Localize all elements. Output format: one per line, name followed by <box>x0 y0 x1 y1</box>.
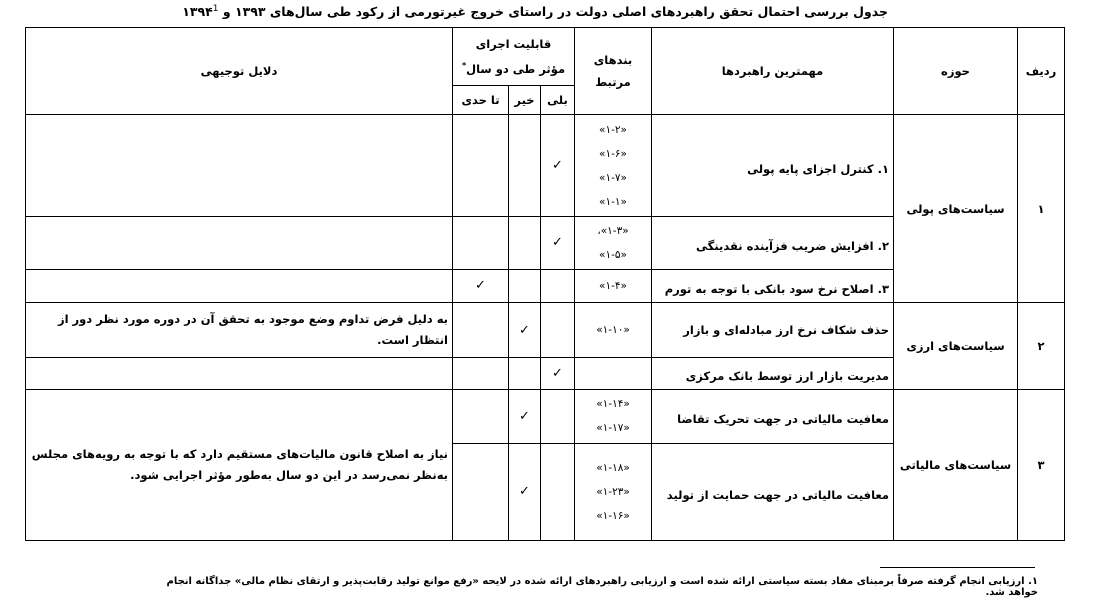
check-icon: ✓ <box>519 484 530 500</box>
partial-cell <box>453 303 509 358</box>
clause-item: «۱-۱۰» <box>596 324 630 337</box>
check-icon: ✓ <box>552 235 563 251</box>
footnote-divider <box>880 567 1035 568</box>
strategies-table <box>25 27 1065 541</box>
clause-item: «۱-۱» <box>599 195 627 208</box>
header-reasons: دلایل توجیهی <box>26 28 453 115</box>
area-monetary: سیاست‌های پولی <box>894 115 1018 303</box>
strategy-cell <box>652 115 894 216</box>
header-clauses <box>575 28 652 115</box>
yes-cell <box>541 216 575 269</box>
strategy-text: معافیت مالیاتی در جهت تحریک تقاضا <box>677 412 889 427</box>
strategy-cell <box>652 216 894 269</box>
clause-item: «۱-۳»، <box>597 224 629 237</box>
reason-cell <box>26 115 453 216</box>
feasibility-star-marker: * <box>461 61 467 71</box>
reason-cell <box>26 269 453 302</box>
reason-cell <box>26 216 453 269</box>
no-cell <box>509 303 541 358</box>
yes-cell <box>541 443 575 540</box>
clause-item: «۱-۶» <box>599 147 627 160</box>
clause-item: «۱-۲» <box>599 123 627 136</box>
header-row-number: ردیف <box>1018 28 1065 115</box>
check-icon: ✓ <box>552 158 563 174</box>
yes-cell <box>541 269 575 302</box>
clause-item: «۱-۴» <box>599 279 627 292</box>
header-strategies: مهمترین راهبردها <box>652 28 894 115</box>
partial-cell <box>453 443 509 540</box>
header-partial: تا حدی <box>453 86 509 115</box>
table-title <box>150 4 888 19</box>
table-row <box>26 303 1065 358</box>
partial-cell <box>453 358 509 390</box>
partial-cell <box>453 216 509 269</box>
area-tax: سیاست‌های مالیاتی <box>894 390 1018 541</box>
check-icon: ✓ <box>475 278 486 294</box>
strategy-cell: حذف شکاف نرخ ارز مبادله‌ای و بازار <box>652 303 894 358</box>
clause-item: «۱-۵» <box>599 248 627 261</box>
strategy-cell: مدیریت بازار ارز توسط بانک مرکزی <box>652 358 894 390</box>
title-footnote-marker: 1 <box>212 4 219 14</box>
header-yes: بلی <box>541 86 575 115</box>
no-cell <box>509 358 541 390</box>
partial-cell <box>453 269 509 302</box>
reason-cell <box>26 358 453 390</box>
partial-cell <box>453 390 509 443</box>
clauses-cell <box>575 269 652 302</box>
strategy-text: معافیت مالیاتی در جهت حمایت از تولید <box>666 487 889 502</box>
clause-item: «۱-۱۷» <box>596 422 630 435</box>
header-no: خیر <box>509 86 541 115</box>
yes-cell <box>541 115 575 216</box>
header-row <box>26 28 1065 86</box>
table-row <box>26 115 1065 216</box>
clause-item: «۱-۷» <box>599 171 627 184</box>
clauses-cell <box>575 303 652 358</box>
header-area: حوزه <box>894 28 1018 115</box>
clause-item: «۱-۱۴» <box>596 398 630 411</box>
no-cell <box>509 269 541 302</box>
no-cell <box>509 216 541 269</box>
no-cell <box>509 443 541 540</box>
reason-cell: نیاز به اصلاح قانون مالیات‌های مستقیم دارد که با توجه به رویه‌های مجلس به‌نظر نمی‌رسد در این دو سال به‌طور مؤثر اجرایی شود. <box>26 390 453 541</box>
no-cell <box>509 115 541 216</box>
check-icon: ✓ <box>519 322 530 338</box>
table-title-text: جدول بررسی احتمال تحقق راهبردهای اصلی دولت در راستای خروج غیرتورمی از رکود طی سال‌های ۱۳۹۳ و ۱۳۹۴ <box>182 4 888 20</box>
header-clauses-text: بندهای مرتبط <box>593 53 633 90</box>
row-number-3: ۳ <box>1018 390 1065 541</box>
clauses-cell <box>575 216 652 269</box>
yes-cell <box>541 358 575 390</box>
yes-cell <box>541 390 575 443</box>
area-currency: سیاست‌های ارزی <box>894 303 1018 390</box>
strategy-cell: ۳. اصلاح نرخ سود بانکی با توجه به تورم <box>652 269 894 302</box>
table-row <box>26 390 1065 443</box>
clauses-cell <box>575 358 652 390</box>
strategy-text: ۱. کنترل اجزای پایه پولی <box>747 161 889 176</box>
reason-cell: به دلیل فرض تداوم وضع موجود به تحقق آن در دوره مورد نظر دور از انتظار است. <box>26 303 453 358</box>
strategy-text: ۲. افزایش ضریب فزآینده نقدینگی <box>696 238 889 253</box>
strategy-cell <box>652 390 894 443</box>
check-icon: ✓ <box>519 408 530 424</box>
no-cell <box>509 390 541 443</box>
clause-item: «۱-۱۸» <box>596 461 630 474</box>
clauses-cell <box>575 390 652 443</box>
partial-cell <box>453 115 509 216</box>
clauses-cell <box>575 443 652 540</box>
strategy-cell <box>652 443 894 540</box>
clause-item: «۱-۲۳» <box>596 485 630 498</box>
yes-cell <box>541 303 575 358</box>
clauses-cell <box>575 115 652 216</box>
header-feasibility <box>453 28 575 86</box>
footnote: ۱. ارزیابی انجام گرفته صرفاً برمبنای مفاد بسته سیاستی ارائه شده است و ارزیابی راهبردهای ارائه شده در لایحه «رفع موانع تولید رقابت‌پذیر و ارتقای نظام مالی» جداگانه انجام خواهد شد. <box>166 576 1038 598</box>
row-number-2: ۲ <box>1018 303 1065 390</box>
row-number-1: ۱ <box>1018 115 1065 303</box>
clause-item: «۱-۱۶» <box>596 509 630 522</box>
header-feasibility-text: قابلیت اجرای مؤثر طی دو سال <box>466 37 566 77</box>
check-icon: ✓ <box>552 366 563 382</box>
